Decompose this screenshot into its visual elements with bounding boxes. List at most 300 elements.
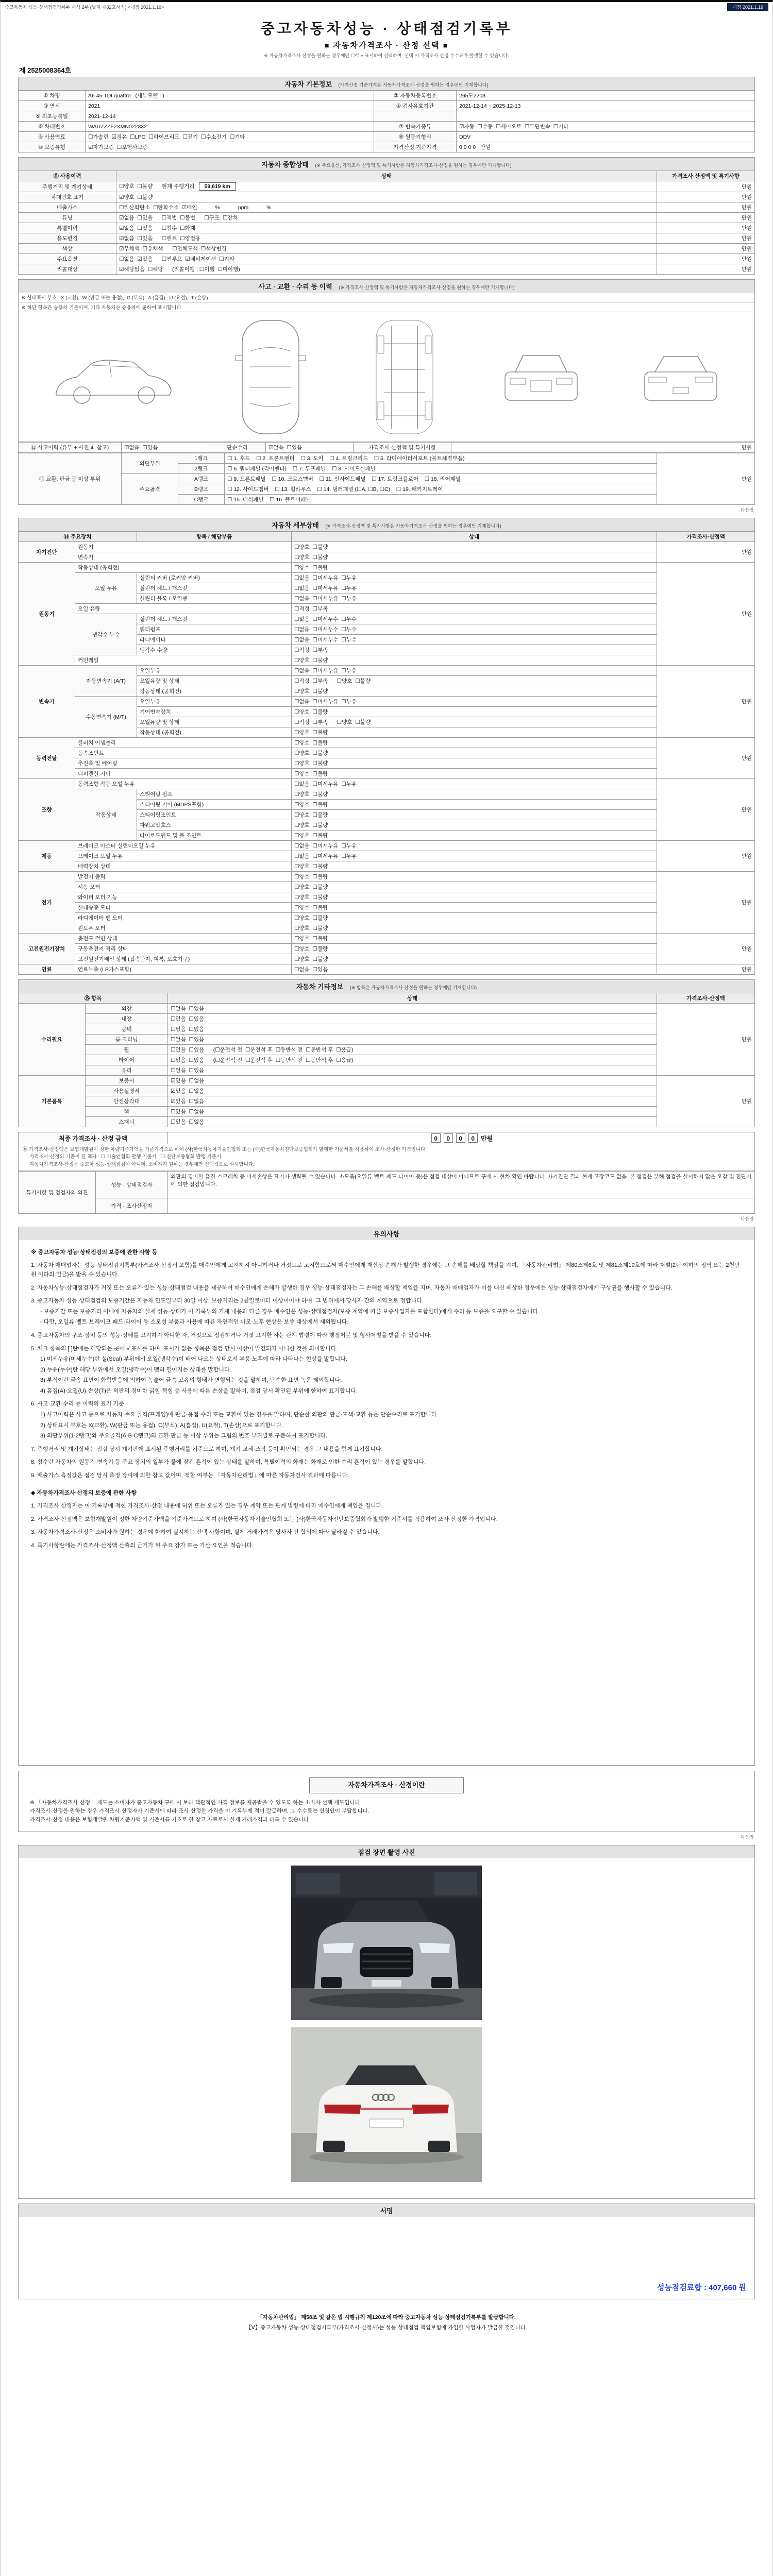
exchange-panel-table — [18, 453, 755, 505]
status-options: ☐양호 ☐불량 — [292, 655, 657, 666]
pricing-info-line: ※ 「자동차가격조사·산정」 제도는 소비자가 중고자동차 구매 시 보다 객관적인 가격 정보를 제공받을 수 있도록 하는 소비자 선택 제도입니다. — [30, 1799, 362, 1806]
notice-line: - 보증기간 또는 보증거리 이내에 자동차의 실제 성능·상태가 이 기록부의 기재 내용과 다른 경우 매수인은 성능·상태점검자(보증 계약에 따른 보증사업자를 포함한다)에게 수리 등 보증을 요구할 수 있습니다. — [40, 1308, 540, 1315]
field-value — [457, 111, 755, 122]
status-options: ☐양호 ☐불량 — [292, 758, 657, 769]
usage-label: 배출가스 — [19, 202, 116, 213]
section-final-price — [18, 1132, 755, 1222]
device-name: 제동 — [19, 841, 75, 872]
item-name: 추진축 및 베어링 — [75, 758, 292, 769]
section-title: 유의사항 — [373, 1230, 400, 1238]
detail-row — [19, 604, 755, 614]
price-cell: 만원 — [657, 841, 755, 872]
final-price-value — [168, 1132, 755, 1144]
status-options: ☐양호 ☐불량 — [292, 769, 657, 779]
item-name: 작동상태 (공회전) — [137, 727, 292, 738]
section-accident — [18, 279, 755, 513]
status-options: ☐없음 ☐미세누수 ☐누수 — [292, 624, 657, 635]
status-options: ☐양호 ☐불량 — [292, 738, 657, 748]
status-options: ☐양호 ☐불량 — [292, 686, 657, 697]
item-name: 클러치 어셈블리 — [75, 738, 292, 748]
column-header-row — [19, 532, 755, 542]
usage-label: 주요옵션 — [19, 254, 116, 264]
special-notes-label: 특기사항 및 점검자의 의견 — [19, 1171, 96, 1213]
section-note: (※ 가격조사·산정액 및 특기사항은 자동차가격조사·산정을 원하는 경우에만 기재합니다) — [325, 523, 501, 529]
detail-row — [19, 542, 755, 552]
subgroup-name: 수동변속기 (M/T) — [75, 697, 137, 738]
item-name: 오일유량 및 상태 — [137, 717, 292, 727]
notice-line: 1) 미세누유(미세누수)란 실(Seal) 부위에서 오일(냉각수)이 배어 나오는 상태로서 부품 노후에 따라 나타나는 현상을 말합니다. — [40, 1356, 347, 1363]
price-cell: 만원 — [657, 202, 755, 213]
section-title: 자동차 종합상태 — [261, 161, 309, 168]
item-name: 오일누유 — [137, 666, 292, 676]
other-info-row — [19, 1096, 755, 1107]
final-price-unit: 만원 — [481, 1135, 493, 1142]
detail-row — [19, 861, 755, 872]
field-label: ④ 검사유효기간 — [374, 101, 457, 111]
detail-row — [19, 666, 755, 676]
status-options: ☐적정 ☐부족 — [292, 645, 657, 655]
detail-row — [19, 923, 755, 934]
other-info-row — [19, 1045, 755, 1055]
simple-repair-options: ☑없음 ☐있음 — [266, 443, 354, 453]
special-note-row — [19, 1198, 755, 1213]
notice-line: 4. 특기사항란에는 가격조사·산정액 산출의 근거가 된 주요 감가 또는 가산 요인을 적습니다. — [31, 1543, 254, 1549]
section-header-photos — [18, 1845, 755, 1858]
section-pricing-info — [18, 1771, 755, 1840]
device-name: 고전원전기장치 — [19, 934, 75, 964]
status-options: ☐양호 ☐불량 — [292, 861, 657, 872]
field-value: ☐가솔린 ☑경유 ☐LPG ☐하이브리드 ☐전기 ☐수소전기 ☐기타 — [86, 132, 374, 142]
notice-line: 9. 배출가스 측정값은 점검 당시 측정 장비에 의한 참고 값이며, 적합 여부는 「자동차관리법」에 따른 자동차검사 결과에 따릅니다. — [31, 1472, 349, 1479]
usage-label: 색상 — [19, 244, 116, 254]
basic-info-row — [19, 111, 755, 122]
field-label: ⑧ 사용연료 — [19, 132, 86, 142]
other-info-row — [19, 1065, 755, 1076]
item-name: 등속조인트 — [75, 748, 292, 758]
item-name: 사용설명서 — [86, 1086, 168, 1096]
item-name: 타이로드엔드 및 볼 조인트 — [137, 831, 292, 841]
status-options: ☐양호 ☐불량 현재 주행거리 — [119, 183, 195, 190]
section-basic-info — [18, 77, 755, 152]
detail-row — [19, 954, 755, 964]
usage-label: 차대번호 표기 — [19, 192, 116, 202]
field-value: 2021 — [86, 101, 374, 111]
other-info-row — [19, 1035, 755, 1045]
status-options: ☐양호 ☐불량 — [292, 707, 657, 717]
status-options: ☐없음 ☐미세누유 ☐누유 — [292, 583, 657, 594]
col-price: 가격조사·산정액 — [657, 993, 755, 1004]
other-info-table — [18, 993, 755, 1127]
item-name: 라디에이터 팬 모터 — [75, 913, 292, 923]
item-name: 발전기 출력 — [75, 872, 292, 882]
item-name: 고전원전기배선 상태 (접속단자, 피복, 보호기구) — [75, 954, 292, 964]
status-options: ☑해당없음 ☐해당 (리콜이행 : ☐이행 ☐미이행) — [116, 264, 657, 275]
section-note: (※ 주요옵션, 가격조사·산정액 및 특기사항은 자동차가격조사·산정을 원하는 경우에만 기재합니다) — [315, 163, 512, 168]
field-value: 0 0 0 0 만원 — [457, 142, 755, 152]
car-rear-view-diagram — [637, 346, 725, 408]
exchange-label: ⑬ 교환, 판금 등 이상 부위 — [19, 453, 122, 505]
status-options: ☐적정 ☐부족 ☐양호 ☐불량 — [292, 676, 657, 686]
notice-line: 2) 누유(누수)란 해당 부위에서 오일(냉각수)이 맺혀 떨어지는 상태를 말합니다. — [40, 1366, 231, 1373]
item-name: 충전구 절연 상태 — [75, 934, 292, 944]
inspector-comment: 외판의 경미한 흠집·스크래치 등 미세손상은 표기가 생략될 수 있습니다. 소모품(오일류·벨트·패드·타이어 등)은 점검 대상이 아니므로 구매 시 현차 확인 바랍니다. 자기진단 결과 현재 고장코드 없음. 본 점검은 분해 점검을 실시하지 않은 오감 및 진단기에 의한 점검입니다. — [168, 1171, 755, 1198]
rank-name: 1랭크 — [178, 453, 225, 464]
final-price-digits — [430, 1135, 479, 1142]
price-label: 가격조사·산정액 및 특기사항 — [354, 443, 451, 453]
rank-group-label: 주요골격 — [122, 474, 178, 505]
top-strip-badge: 개정 2021.1.19 — [727, 3, 768, 11]
accident-history-table — [18, 442, 755, 453]
price-cell: 만원 — [657, 1004, 755, 1076]
page-title: 중고자동차성능 · 상태점검기록부 — [260, 21, 513, 37]
field-label: ⑤ 최초등록일 — [19, 111, 86, 122]
item-name: 잭 — [86, 1107, 168, 1117]
section-header-other — [18, 979, 755, 993]
comprehensive-row — [19, 244, 755, 254]
status-options: ☐양호 ☐불량 — [292, 934, 657, 944]
other-info-row — [19, 1024, 755, 1035]
detail-row — [19, 738, 755, 748]
comprehensive-row — [19, 181, 755, 192]
item-name: 안전삼각대 — [86, 1096, 168, 1107]
accident-history-label: ⑫ 사고이력 (유무 + 사진 4. 참고) — [19, 443, 122, 453]
notice-line: 1) 사고이력은 사고 등으로 자동차 주요 골격(프레임)에 판금·용접 수리 또는 교환이 있는 경우를 말하며, 단순한 외판의 판금·도색·교환 등은 단순수리로 표기합니다. — [40, 1412, 439, 1418]
status-options: ☐없음 ☐미세누수 ☐누수 — [292, 614, 657, 624]
status-options: ☐없음 ☐미세누수 ☐누수 — [292, 635, 657, 645]
field-label: ② 자동차등록번호 — [374, 91, 457, 101]
detail-row — [19, 841, 755, 851]
group-name: 수리필요 — [19, 1004, 86, 1076]
item-name: 동력조향 작동 오일 누유 — [75, 779, 292, 789]
notice-line: 3) 외판부위(1·2랭크)와 주요골격(A·B·C랭크)의 교환·판금 등 이상 부위는 그림의 번호 부위별로 구분하여 표기합니다. — [40, 1433, 327, 1439]
pricing-info-line: 가격조사·산정 내용은 보험개발원 차량기준가액 및 기준서를 기초로 한 참고 자료로서 실제 거래가격과 다를 수 있습니다. — [30, 1817, 311, 1823]
inspection-photo-front — [291, 1866, 482, 2020]
legend-note: ※ 상태표시 부호 : X (교환), W (판금 또는 용접), C (부식), A (흠집), U (요철), T (손상) — [18, 293, 755, 302]
field-label: ⑦ 변속기종류 — [374, 122, 457, 132]
detail-table — [18, 531, 755, 975]
status-options: ☐없음 ☐미세누유 ☐누유 — [292, 779, 657, 789]
rank-items: ☐ 15. 대쉬패널 ☐ 16. 플로어패널 — [225, 495, 657, 505]
section-photos — [18, 1845, 755, 2199]
item-name: 파워고압호스 — [137, 820, 292, 831]
col-price: 가격조사·산정액 — [657, 532, 755, 542]
status-options: ☐양호 ☐불량 — [292, 727, 657, 738]
detail-row — [19, 779, 755, 789]
field-label: ① 차명 — [19, 91, 86, 101]
status-options: ☐없음 ☐있음 — [292, 964, 657, 975]
section-header-comprehensive — [18, 157, 755, 171]
section-signature — [18, 2204, 755, 2299]
notice-line: - 다만, 오일류·벨트·브레이크 패드·타이어 등 소모성 부품과 사용에 따른 자연적인 마모·노후 현상은 보증 대상에서 제외됩니다. — [40, 1319, 349, 1326]
price-cell: 만원 — [657, 233, 755, 244]
usage-label: 튜닝 — [19, 213, 116, 223]
rank-row — [19, 474, 755, 484]
detail-row — [19, 882, 755, 892]
device-name: 원동기 — [19, 563, 75, 666]
col-state: 상태 — [292, 532, 657, 542]
item-name: 라디에이터 — [137, 635, 292, 645]
final-price-note-line: 자동차가격조사·산정은 중고차 성능·상태점검이 아니며, 소비자가 원하는 경우에만 선택적으로 실시합니다. — [23, 1161, 255, 1167]
price-cell: 만원 — [657, 542, 755, 563]
rank-row — [19, 453, 755, 464]
rank-group-label: 외판부위 — [122, 453, 178, 474]
notice-line: 3. 자동차가격조사·산정은 소비자가 원하는 경우에 한하여 실시하는 선택 사항이며, 실제 거래가격은 당사자 간 합의에 따라 달라질 수 있습니다. — [31, 1529, 380, 1536]
detail-row — [19, 944, 755, 954]
comprehensive-table — [18, 171, 755, 275]
status-options: ☐없음 ☐있음 (☐운전석 전 ☐운전석 후 ☐동반석 전 ☐동반석 후 ☐응급) — [168, 1055, 657, 1065]
final-price-note-line: ⑯ 가격조사·산정액은 보험개발원이 정한 차량기준가액을 기준가격으로 하여 (사)한국자동차기술인협회 또는 (사)한국자동차진단보증협회가 발행한 기준서를 적용하여 조사·산정한 가격입니다. — [23, 1147, 427, 1153]
basis-note: ※ 하단 항목은 승용차 기준이며, 기타 자동차는 승용차에 준하여 표시합니다. — [18, 302, 755, 312]
field-value: 265도2203 — [457, 91, 755, 101]
comprehensive-row — [19, 254, 755, 264]
item-name: 배력장치 상태 — [75, 861, 292, 872]
basic-info-table — [18, 90, 755, 152]
col-price: 가격조사·산정액 및 특기사항 — [657, 171, 755, 181]
final-price-row — [19, 1132, 755, 1144]
next-page-marker: 다음장 — [740, 1834, 754, 1840]
inspection-photo-rear — [291, 2027, 482, 2182]
detail-row — [19, 552, 755, 563]
field-label: ③ 연식 — [19, 101, 86, 111]
status-options: ☐없음 ☐있음 (☐운전석 전 ☐운전석 후 ☐동반석 전 ☐동반석 후 ☐응급) — [168, 1045, 657, 1055]
photos-area — [18, 1858, 755, 2199]
section-header-detail — [18, 518, 755, 531]
price-cell: 만원 — [657, 872, 755, 934]
basic-info-row — [19, 142, 755, 152]
status-options: ☐양호 ☐불량 — [292, 810, 657, 820]
status-options: ☐있음 ☐없음 — [168, 1117, 657, 1127]
notice-body — [18, 1240, 755, 1766]
signature-box — [18, 2217, 755, 2299]
price-digit: 0 — [444, 1133, 453, 1143]
field-value: ☑자가보증 ☐보험사보증 — [86, 142, 374, 152]
item-name: 실린더 헤드 / 개스킷 — [137, 614, 292, 624]
item-name: 실린더 헤드 / 개스킷 — [137, 583, 292, 594]
accident-history-row — [19, 443, 755, 453]
status-options: ☐양호 ☐불량 — [292, 903, 657, 913]
rank-items: ☐ 12. 사이드멤버 ☐ 13. 휠하우스 ☐ 14. 필러패널 (☐A, ☐B, ☐C) ☐ 19. 패키지트레이 — [225, 484, 657, 495]
comprehensive-row — [19, 264, 755, 275]
price-cell: 만원 — [657, 192, 755, 202]
status-options: ☐없음 ☐있음 — [168, 1035, 657, 1045]
inspector-label: 성능 · 상태점검자 — [96, 1171, 168, 1198]
status-options: ☐없음 ☐있음 — [168, 1065, 657, 1076]
item-name: 휠 — [86, 1045, 168, 1055]
item-name: 기어변속장치 — [137, 707, 292, 717]
price-cell: 만원 — [657, 254, 755, 264]
col-usage: ⑪ 사용이력 — [19, 171, 116, 181]
status-options: ☐양호 ☐불량 — [292, 789, 657, 800]
status-options — [116, 181, 657, 192]
detail-row — [19, 573, 755, 583]
status-options: ☐없음 ☐미세누유 ☐누유 — [292, 697, 657, 707]
inspection-fee — [657, 2282, 746, 2293]
notice-line: 4. 중고자동차의 구조·장치 등의 성능·상태를 고지하지 아니한 자, 거짓으로 점검하거나 거짓 고지한 자는 관계 법령에 따라 행정처분 및 형사처벌을 받을 수 있습니다. — [31, 1332, 432, 1338]
rank-name: B랭크 — [178, 484, 225, 495]
other-info-row — [19, 1014, 755, 1024]
status-options: ☑없음 ☐있음 ☐적법 ☐불법 ☐구조 ☐장치 — [116, 213, 657, 223]
detail-row — [19, 748, 755, 758]
section-note: (※ 가격조사·산정액 및 특기사항은 자동차가격조사·산정을 원하는 경우에만 기재합니다) — [339, 285, 515, 290]
device-name: 자기진단 — [19, 542, 75, 563]
page-subtitle: ■ 자동차가격조사 · 산정 선택 ■ — [324, 41, 449, 50]
item-name: 스티어링조인트 — [137, 810, 292, 820]
notice-line: ◆ 자동차가격조사·산정의 보증에 관한 사항 — [31, 1489, 137, 1496]
status-options: ☐일산화탄소 ☐탄화수소 ☑매연 % ppm % — [116, 202, 657, 213]
status-options: ☐있음 ☐없음 — [168, 1107, 657, 1117]
col-item: 항목 / 해당부품 — [137, 532, 292, 542]
status-options: ☐양호 ☐불량 — [292, 800, 657, 810]
item-name: 보증서 — [86, 1076, 168, 1086]
field-label: ⑩ 보증유형 — [19, 142, 86, 152]
item-name: 오일누유 — [137, 697, 292, 707]
status-options: ☐없음 ☐미세누유 ☐누유 — [292, 841, 657, 851]
device-name: 전기 — [19, 872, 75, 934]
special-notes-table — [18, 1171, 755, 1214]
item-name: 외장 — [86, 1004, 168, 1014]
car-top-view-diagram — [229, 315, 312, 439]
basic-info-row — [19, 101, 755, 111]
status-options: ☐양호 ☐불량 — [292, 748, 657, 758]
price-cell: 만원 — [657, 453, 755, 505]
notice-line: 3) 부식이란 금속 표면이 화학반응에 의하여 녹슬어 금속 고유의 형태가 변형되는 것을 말하며, 단순한 표면 녹은 제외합니다. — [40, 1377, 342, 1384]
price-digit: 0 — [468, 1133, 478, 1143]
col-state: 상태 — [168, 993, 657, 1004]
notice-line: 1. 자동차 매매업자는 성능·상태점검기록부(가격조사·산정서 포함)를 매수인에게 고지하지 아니하거나 거짓으로 고지함으로써 매수인에게 재산상 손해가 발생한 경우에는 그 손해를 배상할 책임을 지며, 「자동차관리법」 제80조제6호 및 제81조제19호에 따라 처벌(2년 이하의 징역 또는 2천만원 이하의 벌금)을 받을 수 있습니다. — [31, 1262, 740, 1278]
usage-label: 특별이력 — [19, 223, 116, 233]
status-options: ☐양호 ☐불량 — [292, 892, 657, 903]
section-comprehensive — [18, 157, 755, 275]
rank-items: ☐ 9. 프론트패널 ☐ 10. 크로스멤버 ☐ 11. 인사이드패널 ☐ 17. 트렁크플로어 ☐ 18. 리어패널 — [225, 474, 657, 484]
detail-row — [19, 851, 755, 861]
rank-items: ☐ 1. 후드 ☐ 2. 프론트펜더 ☐ 3. 도어 ☐ 4. 트렁크리드 ☐ 5. 라디에이터서포트 (볼트체결부품) — [225, 453, 657, 464]
field-value: 2021-12-14 ~ 2025-12-13 — [457, 101, 755, 111]
status-options: ☐없음 ☐미세누유 ☐누유 — [292, 851, 657, 861]
status-options: ☐없음 ☐있음 — [168, 1004, 657, 1014]
price-digit: 0 — [456, 1133, 465, 1143]
section-title: 자동차 기타정보 — [296, 983, 344, 991]
item-name: 브레이크 오일 누유 — [75, 851, 292, 861]
item-name: 스티어링 기어 (MDPS포함) — [137, 800, 292, 810]
section-other-info — [18, 979, 755, 1127]
status-options: ☑양호 ☐불량 — [116, 192, 657, 202]
price-cell: 만원 — [657, 181, 755, 192]
field-value: 2021-12-14 — [86, 111, 374, 122]
item-name: 타이어 — [86, 1055, 168, 1065]
footer-line-1: 「자동차관리법」 제58조 및 같은 법 시행규칙 제120조에 따라 중고자동차 성능·상태점검기록부를 발급합니다. — [257, 2314, 516, 2320]
section-note: (가격산정 기준가격은 자동차가격조사·산정을 원하는 경우에만 기재합니다) — [338, 82, 489, 88]
basic-info-row — [19, 91, 755, 101]
section-title: 점검 장면 촬영 사진 — [358, 1848, 415, 1856]
notice-line: 3. 중고자동차 성능·상태점검의 보증기간은 자동차 인도일부터 30일 이상, 보증거리는 2천킬로미터 이상이어야 하며, 그 범위에서 당사자 간의 계약으로 정합니다. — [31, 1298, 424, 1304]
item-name: 작동상태 (공회전) — [75, 563, 292, 573]
title-note: ※ 자동차가격조사·산정을 원하는 경우에만 ☐에 √ 표시하여 선택하며, 선택 시 가격조사·산정 수수료가 발생할 수 있습니다. — [264, 53, 509, 58]
simple-repair-label: 단순수리 — [209, 443, 266, 453]
comprehensive-row — [19, 213, 755, 223]
status-options: ☐양호 ☐불량 — [292, 542, 657, 552]
notice-line: 4) 흠집(A)·요철(U)·손상(T)은 외판의 경미한 긁힘·찍힘 등 사용에 따른 손상을 말하며, 점검 당시 확인된 부위에 한하여 표기합니다. — [40, 1387, 358, 1394]
notice-line: 2) 상태표시 부호는 X(교환), W(판금 또는 용접), C(부식), A(흠집), U(요철), T(손상)으로 표기합니다. — [40, 1422, 283, 1429]
detail-row — [19, 758, 755, 769]
section-note: (※ 항목은 자동차가격조사·산정을 원하는 경우에만 기재합니다) — [349, 985, 477, 990]
comprehensive-row — [19, 202, 755, 213]
pricing-info-title: 자동차가격조사 · 산정이란 — [309, 1777, 464, 1793]
document-number: 제 2525008364호 — [19, 66, 72, 74]
section-header-notice — [18, 1227, 755, 1240]
section-detail — [18, 518, 755, 975]
usage-label: 용도변경 — [19, 233, 116, 244]
final-price-note-line: 가격조사·산정의 기준이 된 책자 : ☐ 기술인협회 발행 기준서 ☐ 진단보증협회 발행 기준서 — [23, 1154, 222, 1160]
footer-line-2: 【Ⅴ】중고자동차 성능·상태점검기록부(가격조사·산정서)는 성능·상태점검 책임보험에 가입한 사업자가 발급한 것입니다. — [246, 2324, 527, 2331]
field-value: DDV — [457, 132, 755, 142]
price-cell: 만원 — [657, 779, 755, 841]
usage-label: 리콜대상 — [19, 264, 116, 275]
detail-row — [19, 892, 755, 903]
comprehensive-row — [19, 233, 755, 244]
item-name: 워터펌프 — [137, 624, 292, 635]
item-name: 시동 모터 — [75, 882, 292, 892]
other-info-row — [19, 1055, 755, 1065]
other-info-row — [19, 1004, 755, 1014]
section-header-signature — [18, 2204, 755, 2217]
section-title: 자동차 기본정보 — [284, 80, 332, 88]
status-options: ☐적정 ☐부족 — [292, 604, 657, 614]
item-name: 유리 — [86, 1065, 168, 1076]
item-name: 연료누출 (LP가스포함) — [75, 964, 292, 975]
item-name: 와이퍼 모터 기능 — [75, 892, 292, 903]
notice-line: 8. 침수란 자동차의 원동기·변속기 등 주요 장치의 일부가 물에 잠긴 흔적이 있는 상태를 말하며, 특별이력의 화재는 화재로 인한 수리 흔적이 있는 경우를 말합니다. — [31, 1459, 426, 1466]
car-side-view-diagram — [48, 344, 177, 411]
field-label: 가격산정 기준가격 — [374, 142, 457, 152]
item-name: 내장 — [86, 1014, 168, 1024]
usage-label: 주행거리 및 계기상태 — [19, 181, 116, 192]
next-page-marker: 다음장 — [740, 507, 754, 513]
accident-history-options: ☑없음 ☐있음 — [122, 443, 209, 453]
item-name: 변속기 — [75, 552, 292, 563]
field-value: A6 45 TDI quattro (세부모델 : ) — [86, 91, 374, 101]
detail-row — [19, 934, 755, 944]
pricing-info-text — [30, 1799, 743, 1824]
price-cell: 만원 — [657, 1076, 755, 1127]
item-name: 디퍼렌셜 기어 — [75, 769, 292, 779]
status-options: ☐양호 ☐불량 — [292, 831, 657, 841]
column-header-row — [19, 171, 755, 181]
price-cell: 만원 — [657, 264, 755, 275]
footer — [18, 2313, 755, 2333]
detail-row — [19, 697, 755, 707]
other-info-row — [19, 1117, 755, 1127]
status-options: ☑있음 ☐없음 — [168, 1076, 657, 1086]
detail-row — [19, 872, 755, 882]
status-options: ☐양호 ☐불량 — [292, 872, 657, 882]
other-info-row — [19, 1086, 755, 1096]
next-page-marker: 다음장 — [740, 1216, 754, 1222]
item-name: 브레이크 마스터 실린더오일 누유 — [75, 841, 292, 851]
item-name: 작동상태 (공회전) — [137, 686, 292, 697]
field-label: ⑨ 원동기형식 — [374, 132, 457, 142]
final-price-table — [18, 1132, 755, 1144]
item-name: 원동기 — [75, 542, 292, 552]
item-name: 오일유량 및 상태 — [137, 676, 292, 686]
notice-line: 2. 자동차성능·상태점검자가 거짓 또는 오류가 있는 성능·상태점검 내용을 제공하여 매수인에게 손해가 발생한 경우 성능·상태점검자는 그 손해를 배상할 책임을 지며, 자동차 매매업자가 이를 대신 배상한 경우에는 성능·상태점검자에게 구상권을 행사할 수 있습니다. — [31, 1284, 673, 1291]
status-options: ☐양호 ☐불량 — [292, 913, 657, 923]
detail-row — [19, 903, 755, 913]
price-cell: 만원 — [657, 563, 755, 666]
section-title: 자동차 세부상태 — [272, 521, 319, 529]
status-options: ☑있음 ☐없음 — [168, 1086, 657, 1096]
col-device: ⑭ 주요장치 — [19, 532, 137, 542]
comprehensive-row — [19, 192, 755, 202]
